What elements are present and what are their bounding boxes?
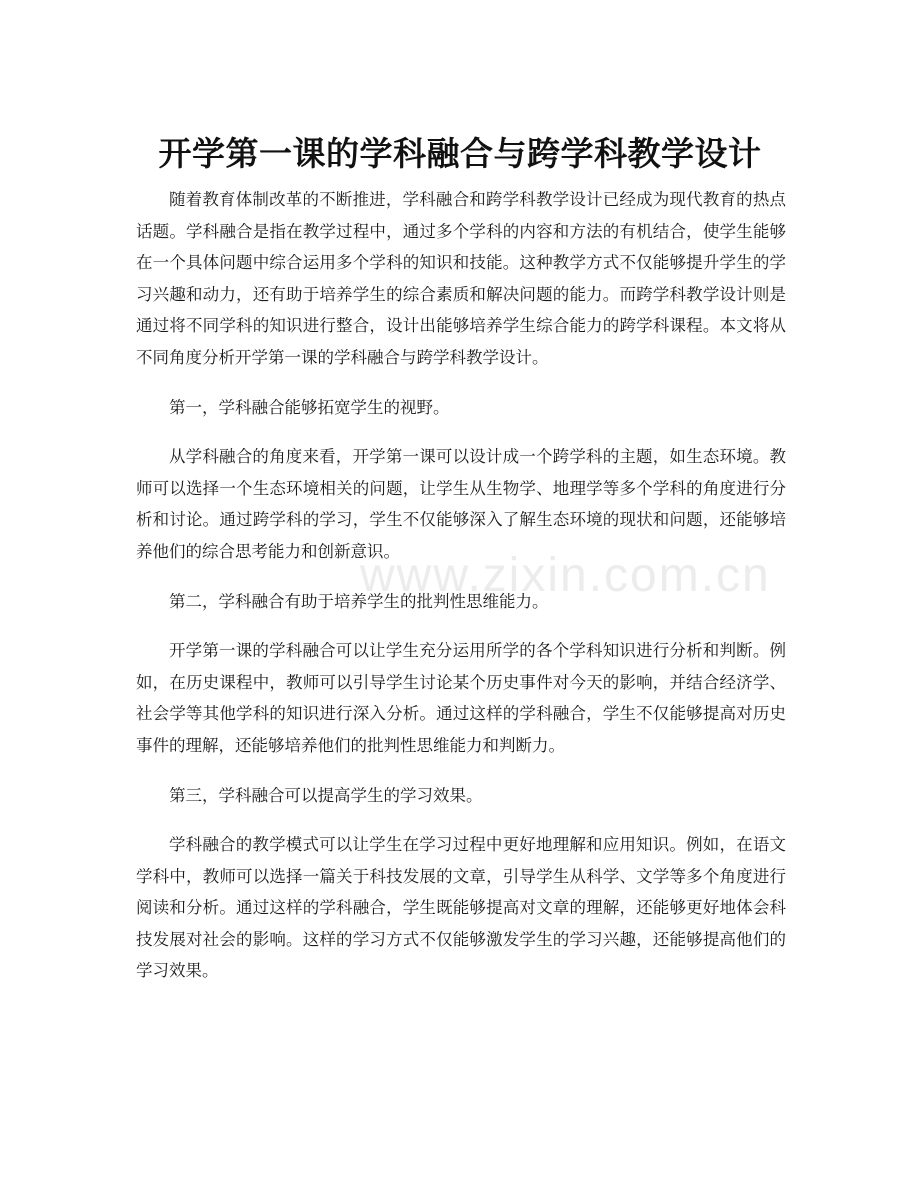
section-paragraph-1: 从学科融合的角度来看，开学第一课可以设计成一个跨学科的主题，如生态环境。教师可以选择一个生态环境相关的问题，让学生从生物学、地理学等多个学科的角度进行分析和讨论。通过跨学科的学习，学生不仅能够深入了解生态环境的现状和问题，还能够培养他们的综合思考能力和创新意识。 (136, 447, 786, 561)
document-title: 开学第一课的学科融合与跨学科教学设计 (158, 134, 762, 174)
document-body (136, 184, 786, 1005)
section-paragraph-2: 开学第一课的学科融合可以让学生充分运用所学的各个学科知识进行分析和判断。例如，在历史课程中，教师可以引导学生讨论某个历史事件对今天的影响，并结合经济学、社会学等其他学科的知识进行深入分析。通过这样的学科融合，学生不仅能够提高对历史事件的理解，还能够培养他们的批判性思维能力和判断力。 (136, 641, 786, 755)
section-heading-2: 第二，学科融合有助于培养学生的批判性思维能力。 (169, 591, 549, 611)
section-paragraph-3: 学科融合的教学模式可以让学生在学习过程中更好地理解和应用知识。例如，在语文学科中，教师可以选择一篇关于科技发展的文章，引导学生从科学、文学等多个角度进行阅读和分析。通过这样的学科融合，学生既能够提高对文章的理解，还能够更好地体会科技发展对社会的影响。这样的学习方式不仅能够激发学生的学习兴趣，还能够提高他们的学习效果。 (136, 835, 786, 981)
watermark: www.zixin.com.cn (360, 549, 771, 602)
section-heading-1: 第一，学科融合能够拓宽学生的视野。 (169, 397, 450, 417)
section-heading-3: 第三，学科融合可以提高学生的学习效果。 (169, 785, 483, 805)
intro-paragraph: 随着教育体制改革的不断推进，学科融合和跨学科教学设计已经成为现代教育的热点话题。学科融合是指在教学过程中，通过多个学科的内容和方法的有机结合，使学生能够在一个具体问题中综合运用多个学科的知识和技能。这种教学方式不仅能够提升学生的学习兴趣和动力，还有助于培养学生的综合素质和解决问题的能力。而跨学科教学设计则是通过将不同学科的知识进行整合，设计出能够培养学生综合能力的跨学科课程。本文将从不同角度分析开学第一课的学科融合与跨学科教学设计。 (136, 190, 786, 367)
